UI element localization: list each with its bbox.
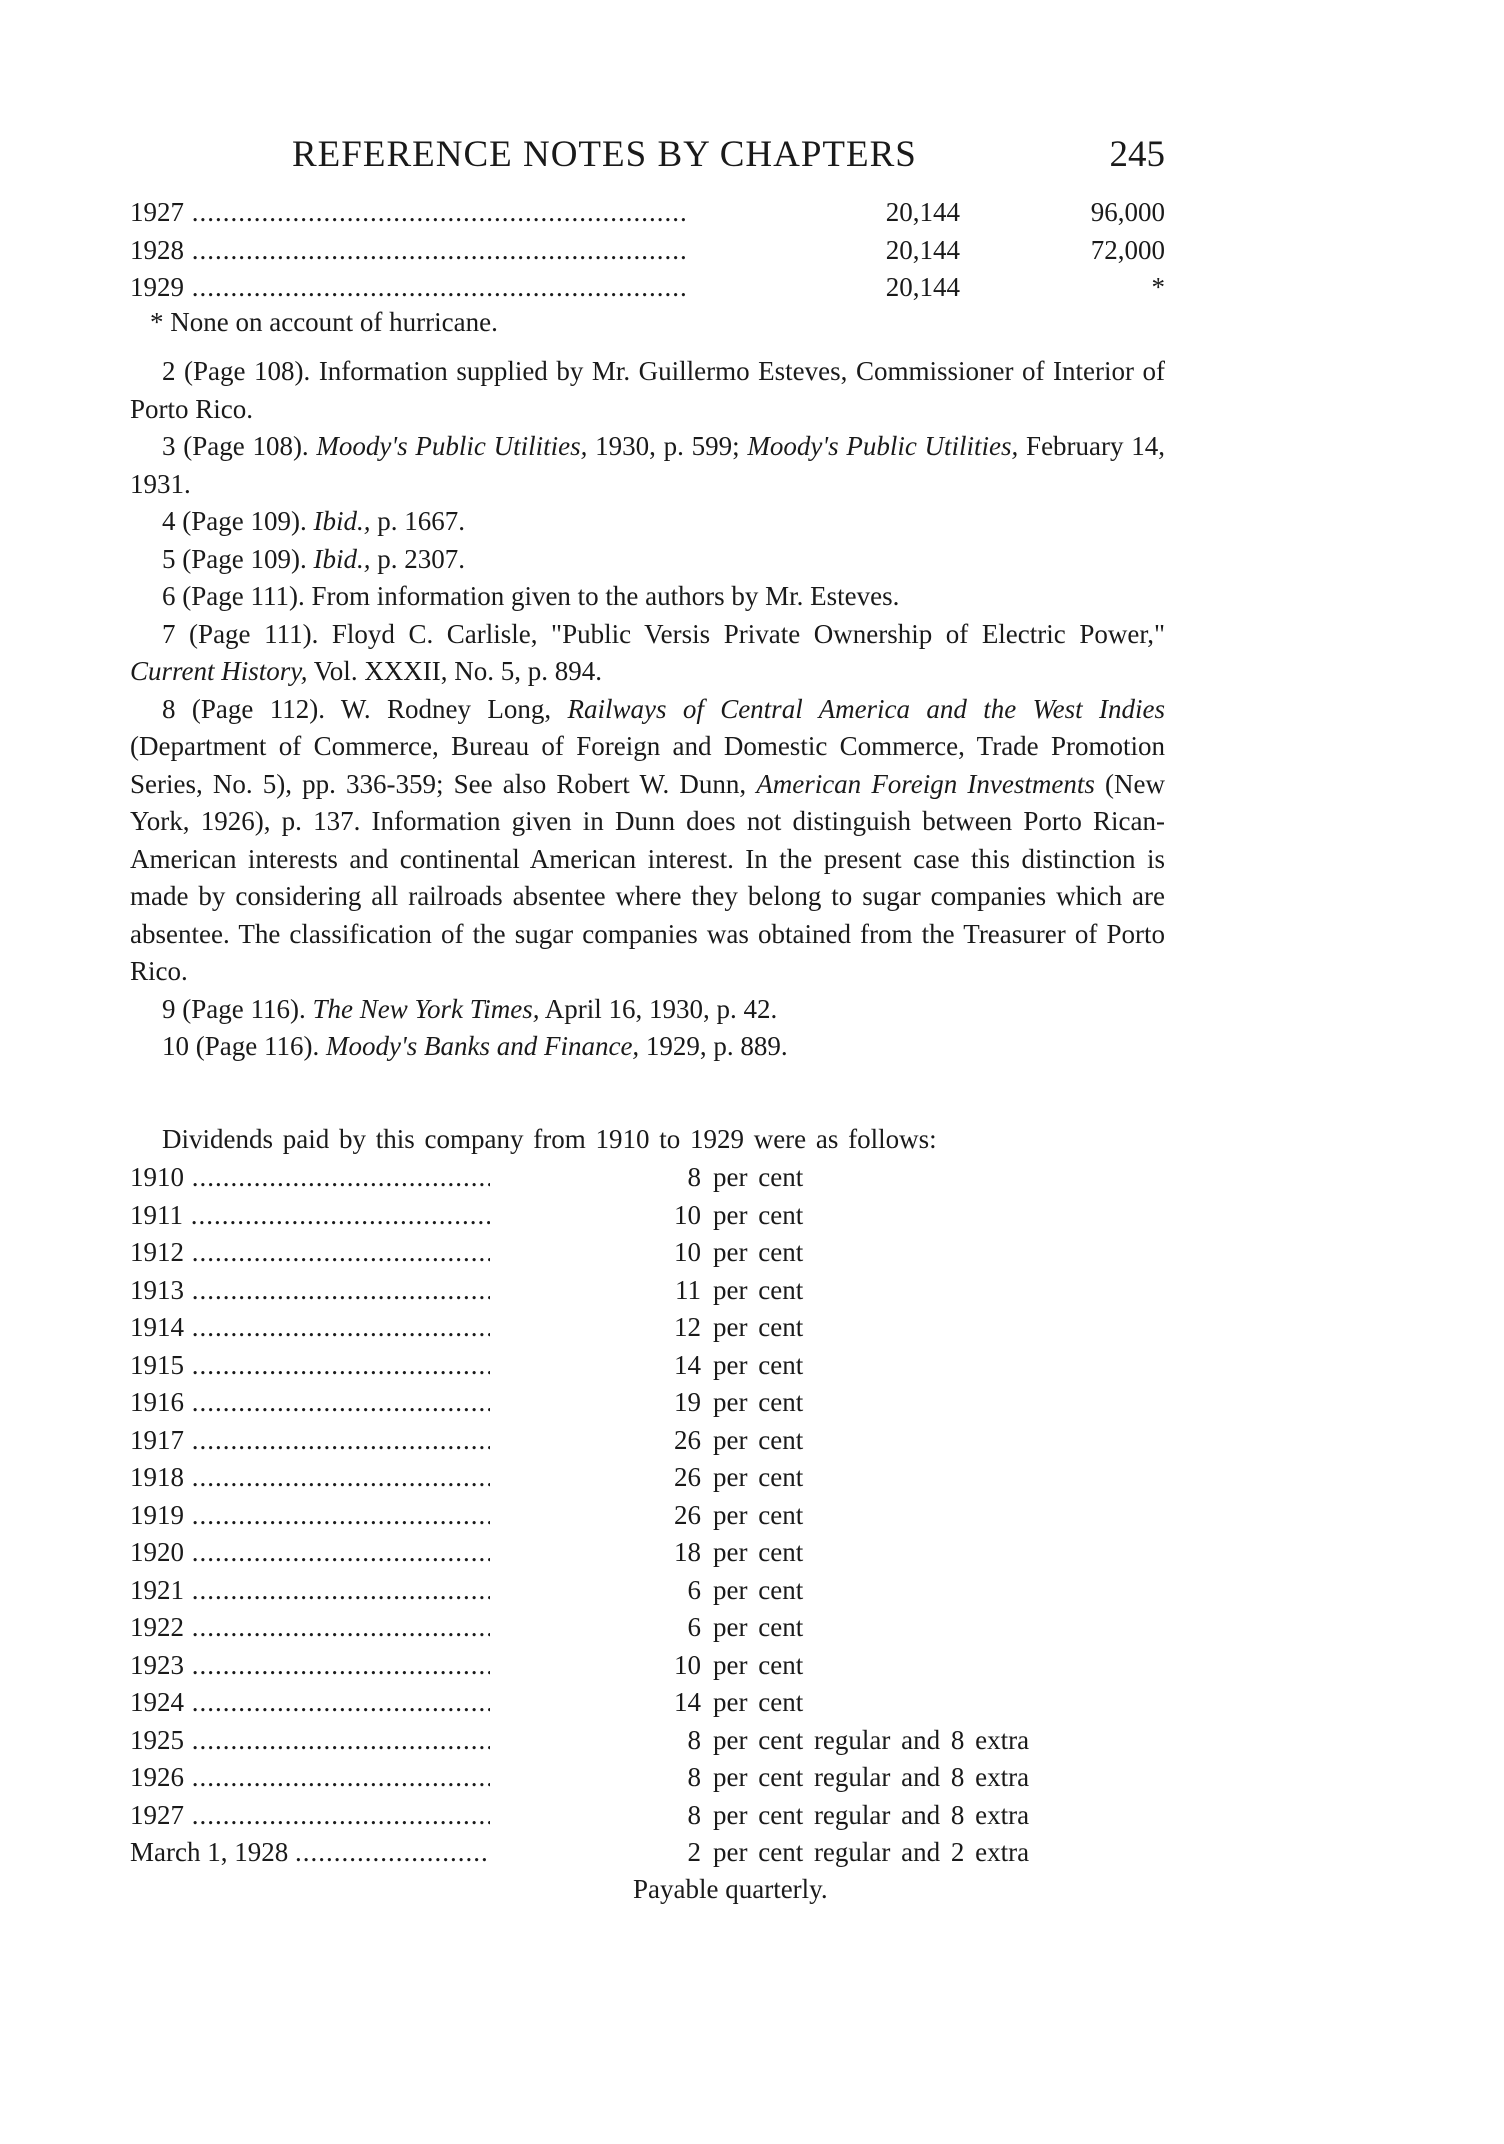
value-cell: 72,000 [1090, 234, 1165, 265]
year-cell: 1916 [130, 1387, 184, 1417]
dividend-row [130, 1575, 1165, 1613]
value-cell: 20,144 [885, 234, 960, 265]
reference-note [130, 578, 1165, 616]
rate-cell: 26 [674, 1462, 701, 1492]
rate-cell: 6 [687, 1612, 701, 1642]
dividend-row [130, 1762, 1165, 1800]
note-text: 1929, p. 889. [639, 1031, 788, 1061]
rate-cell: 14 [674, 1349, 701, 1380]
reference-note [130, 428, 1165, 503]
year-cell: 1928 [130, 234, 184, 265]
reference-note [130, 991, 1165, 1029]
note-text: 10 (Page 116). [162, 1031, 326, 1061]
note-text: 9 (Page 116). [162, 993, 313, 1024]
note-text: 6 (Page 111). From information given to the authors by Mr. Esteves. [162, 581, 900, 611]
reference-note [130, 353, 1165, 428]
unit-cell: per cent regular and 8 extra [713, 1799, 1030, 1830]
citation-title: American Foreign Investments [756, 768, 1095, 799]
note-text: February 14, 1931. [130, 431, 1165, 499]
table-row [130, 269, 1165, 307]
note-text: 8 (Page 112). W. Rodney Long, [162, 693, 568, 724]
dividends-table [130, 1162, 1165, 1875]
note-text: 1930, p. 599; [587, 431, 748, 461]
unit-cell: per cent [713, 1499, 804, 1530]
hurricane-table [130, 194, 1165, 307]
dividend-row [130, 1500, 1165, 1538]
year-cell: 1929 [130, 272, 184, 302]
citation-title: Moody's Public Utilities, [747, 431, 1019, 461]
note-text: p. 2307. [370, 543, 465, 574]
reference-note [130, 541, 1165, 579]
year-cell: 1914 [130, 1312, 184, 1342]
citation-title: Ibid., [313, 543, 371, 574]
dividend-row [130, 1237, 1165, 1275]
dividend-row [130, 1462, 1165, 1500]
value-cell: * [1151, 272, 1165, 302]
citation-title: Railways of Central America and the West Indies [567, 693, 1165, 724]
rate-cell: 8 [687, 1162, 701, 1192]
note-text: p. 1667. [370, 506, 465, 536]
note-text: (New York, 1926), p. 137. Information given in Dunn does not distinguish between Porto Rican-American interests and continental American interest. In the present case this distinction is made by considering all railroads absentee where they belong to sugar companies which are absentee. The classification of the sugar companies was obtained from the Treasurer of Porto Rico. [130, 768, 1165, 986]
year-cell: March 1, 1928 [130, 1837, 289, 1867]
dividend-row [130, 1687, 1165, 1725]
value-cell: 96,000 [1090, 197, 1165, 227]
unit-cell: per cent regular and 2 extra [713, 1837, 1030, 1867]
unit-cell: per cent [713, 1574, 804, 1605]
unit-cell: per cent [713, 1424, 804, 1455]
table-footnote: * None on account of hurricane. [150, 307, 498, 337]
year-cell: 1918 [130, 1462, 184, 1492]
rate-cell: 2 [687, 1837, 701, 1867]
rate-cell: 19 [674, 1387, 701, 1417]
page-number: 245 [1109, 134, 1165, 175]
reference-note [130, 691, 1165, 991]
rate-cell: 11 [675, 1274, 701, 1305]
rate-cell: 18 [674, 1537, 701, 1567]
note-text: Vol. XXXII, No. 5, p. 894. [307, 656, 603, 686]
rate-cell: 6 [687, 1574, 701, 1605]
citation-title: Current History, [130, 656, 308, 686]
dividend-row [130, 1350, 1165, 1388]
year-cell: 1921 [130, 1574, 184, 1605]
unit-cell: per cent [713, 1237, 804, 1267]
rate-cell: 14 [674, 1687, 701, 1717]
dividend-row [130, 1162, 1165, 1200]
dividends-intro: Dividends paid by this company from 1910 to 1929 were as follows: [162, 1124, 937, 1154]
unit-cell: per cent [713, 1162, 804, 1192]
dividend-row [130, 1312, 1165, 1350]
note-text: April 16, 1930, p. 42. [539, 993, 778, 1024]
reference-note [130, 616, 1165, 691]
reference-note [130, 1028, 1165, 1066]
rate-cell: 8 [687, 1799, 701, 1830]
year-cell: 1927 [130, 1799, 184, 1830]
year-cell: 1910 [130, 1162, 184, 1192]
citation-title: Ibid., [313, 506, 371, 536]
dividend-row [130, 1275, 1165, 1313]
rate-cell: 8 [687, 1724, 701, 1755]
dividend-row [130, 1387, 1165, 1425]
dividend-row [130, 1837, 1165, 1875]
dividend-row [130, 1200, 1165, 1238]
reference-note [130, 503, 1165, 541]
unit-cell: per cent [713, 1462, 804, 1492]
unit-cell: per cent [713, 1612, 804, 1642]
rate-cell: 10 [674, 1649, 701, 1680]
note-text: 4 (Page 109). [162, 506, 314, 536]
year-cell: 1919 [130, 1499, 184, 1530]
year-cell: 1924 [130, 1687, 184, 1717]
unit-cell: per cent [713, 1312, 804, 1342]
note-text: 2 (Page 108). Information supplied by Mr. Guillermo Esteves, Commissioner of Interior of Porto Rico. [130, 356, 1165, 424]
year-cell: 1923 [130, 1649, 184, 1680]
year-cell: 1911 [130, 1199, 183, 1230]
rate-cell: 12 [674, 1312, 701, 1342]
citation-title: The New York Times, [312, 993, 540, 1024]
note-text: 3 (Page 108). [162, 431, 317, 461]
table-row [130, 194, 1165, 232]
dividend-row [130, 1650, 1165, 1688]
dividend-row [130, 1800, 1165, 1838]
unit-cell: per cent [713, 1387, 804, 1417]
citation-title: Moody's Public Utilities, [316, 431, 588, 461]
year-cell: 1913 [130, 1274, 184, 1305]
citation-title: Moody's Banks and Finance, [325, 1031, 640, 1061]
dividend-row [130, 1612, 1165, 1650]
year-cell: 1915 [130, 1349, 184, 1380]
payable-note: Payable quarterly. [633, 1874, 828, 1904]
unit-cell: per cent [713, 1649, 804, 1680]
unit-cell: per cent [713, 1199, 804, 1230]
unit-cell: per cent regular and 8 extra [713, 1762, 1030, 1792]
unit-cell: per cent [713, 1687, 804, 1717]
unit-cell: per cent [713, 1537, 804, 1567]
year-cell: 1920 [130, 1537, 184, 1567]
rate-cell: 26 [674, 1424, 701, 1455]
rate-cell: 26 [674, 1499, 701, 1530]
year-cell: 1925 [130, 1724, 184, 1755]
dividend-row [130, 1537, 1165, 1575]
unit-cell: per cent [713, 1274, 804, 1305]
rate-cell: 10 [674, 1237, 701, 1267]
year-cell: 1917 [130, 1424, 184, 1455]
year-cell: 1926 [130, 1762, 184, 1792]
year-cell: 1912 [130, 1237, 184, 1267]
running-head: REFERENCE NOTES BY CHAPTERS [292, 134, 917, 175]
note-text: (Department of Commerce, Bureau of Foreign and Domestic Commerce, Trade Promotion Series, No. 5), pp. 336-359; See also Robert W. Dunn, [130, 731, 1165, 799]
note-text: 7 (Page 111). Floyd C. Carlisle, "Public Versis Private Ownership of Electric Power," [162, 618, 1165, 649]
rate-cell: 8 [687, 1762, 701, 1792]
note-text: 5 (Page 109). [162, 543, 314, 574]
unit-cell: per cent [713, 1349, 804, 1380]
table-row [130, 232, 1165, 270]
unit-cell: per cent regular and 8 extra [713, 1724, 1030, 1755]
year-cell: 1927 [130, 197, 184, 227]
reference-notes [130, 353, 1165, 1066]
year-cell: 1922 [130, 1612, 184, 1642]
dividend-row [130, 1725, 1165, 1763]
page-header [130, 133, 1165, 183]
value-cell: 20,144 [885, 197, 960, 227]
rate-cell: 10 [674, 1199, 701, 1230]
value-cell: 20,144 [885, 272, 960, 302]
dividend-row [130, 1425, 1165, 1463]
